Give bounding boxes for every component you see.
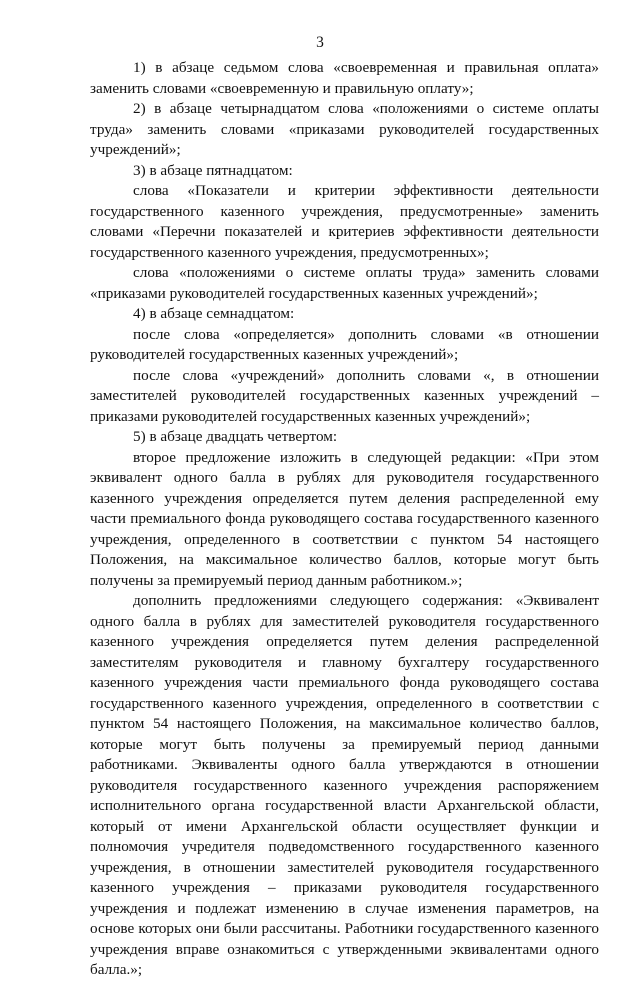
paragraph-item-5-abzac-24-heading: 5) в абзаце двадцать четвертом: [133, 428, 338, 445]
paragraph-item-2-abzac-14: 2) в абзаце четырнадцатом слова «положениями о системе оплаты труда» заменить словами «приказами руководителей государственных учреждений»; [90, 100, 599, 158]
paragraph-item-3-abzac-15-heading: 3) в абзаце пятнадцатом: [133, 161, 293, 179]
paragraph-abzac-17-determined: после слова «определяется» дополнить словами «в отношении руководителей государственных казенных учреждений»; [90, 325, 599, 363]
paragraph-abzac-15-orders: слова «положениями о системе оплаты труда» заменить словами «приказами руководителей государственных казенных учреждений»; [90, 264, 599, 302]
paragraph-item-4-abzac-17-heading: 4) в абзаце семнадцатом: [133, 305, 295, 322]
paragraph-item-1-abzac-7: 1) в абзаце седьмом слова «своевременная и правильная оплата» заменить словами «своевременную и правильную оплату»; [90, 59, 599, 97]
paragraph-abzac-24-added-sentences: дополнить предложениями следующего содержания: «Эквивалент одного балла в рублях для заместителей руководителя государственного казенного учреждения определяется путем деления распределенной заместителям руководителя и главному бухгалтеру государственного казенного учреждения части премиального фонда руководящего состава государственного казенного учреждения, определенного в соответствии с пунктом 54 настоящего Положения, на максимальное количество баллов, которые могут быть получены за премируемый период данными работниками. Эквиваленты одного балла утверждаются в отношении руководителя государственного казенного учреждения распоряжением исполнительного органа государственной власти Архангельской области, который от имени Архангельской области осуществляет функции и полномочия учредителя подведомственного государственного казенного учреждения, в отношении заместителей руководителя государственного казенного учреждения – приказами руководителя государственного учреждения и подлежат изменению в случае изменения параметров, на основе которых они были рассчитаны. Работники государственного казенного учреждения вправе ознакомиться с утвержденными эквивалентами одного балла.»; [90, 592, 599, 978]
paragraph-abzac-17-institutions: после слова «учреждений» дополнить словами «, в отношении заместителей руководителей государственных казенных учреждений – приказами руководителей государственных казенных учреждений»; [90, 366, 599, 425]
paragraph-abzac-15-criteria: слова «Показатели и критерии эффективности деятельности государственного казенного учреждения, предусмотренные» заменить словами «Перечни показателей и критериев эффективности деятельности государственного казенного учреждения, предусмотренных»; [90, 182, 599, 261]
page-number: 3 [316, 34, 324, 51]
paragraph-abzac-24-second-sentence: второе предложение изложить в следующей редакции: «При этом эквивалент одного балла в рублях для руководителя государственного казенного учреждения определяется путем деления распределенной ему части премиального фонда руководящего состава государственного казенного учреждения, определенного в соответствии с пунктом 54 настоящего Положения, на максимальное количество баллов, которые могут быть получены за премируемый период данным работником.»; [90, 448, 599, 589]
document-body [90, 58, 599, 981]
